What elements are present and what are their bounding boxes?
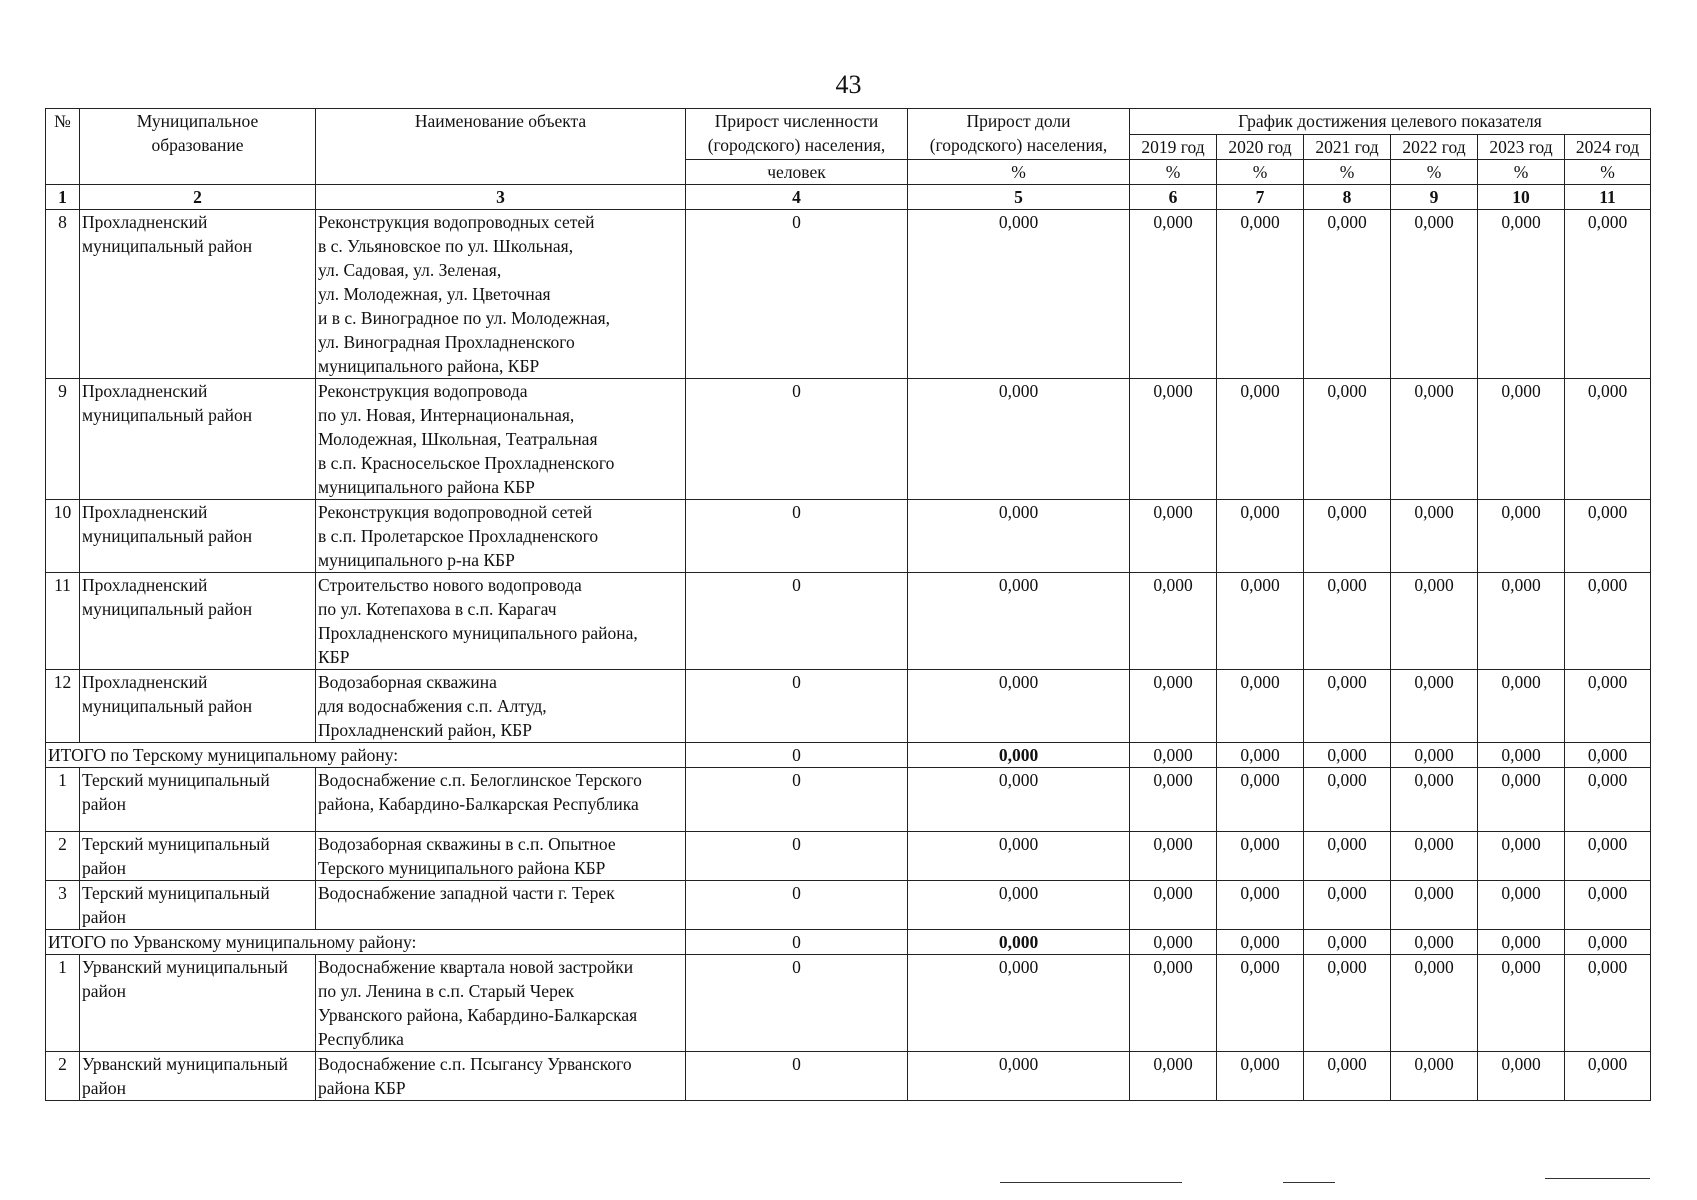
- year-value: 0,000: [1217, 743, 1304, 768]
- share-growth-value: 0,000: [908, 955, 1130, 1052]
- year-value: 0,000: [1478, 1052, 1565, 1101]
- column-number: 1: [46, 185, 80, 210]
- year-value: 0,000: [1478, 930, 1565, 955]
- share-growth-value: 0,000: [908, 379, 1130, 500]
- column-number: 2: [80, 185, 316, 210]
- signature-line: [1000, 1182, 1182, 1183]
- table-row: [46, 832, 1651, 881]
- year-value: 0,000: [1130, 955, 1217, 1052]
- page-number: 43: [835, 70, 862, 99]
- year-value: 0,000: [1565, 500, 1651, 573]
- share-growth-value: 0,000: [908, 930, 1130, 955]
- year-value: 0,000: [1130, 832, 1217, 881]
- row-number: 12: [46, 670, 80, 743]
- column-number: 4: [686, 185, 908, 210]
- municipality-name: Терский муниципальный район: [80, 832, 316, 881]
- header-year: 2020 год: [1217, 135, 1304, 160]
- row-number: 9: [46, 379, 80, 500]
- year-value: 0,000: [1130, 1052, 1217, 1101]
- signature-line: [1545, 1178, 1650, 1179]
- year-value: 0,000: [1217, 832, 1304, 881]
- year-value: 0,000: [1304, 768, 1391, 832]
- object-name: Водоснабжение с.п. Псыгансу Урванского района КБР: [316, 1052, 686, 1101]
- share-growth-value: 0,000: [908, 768, 1130, 832]
- column-number-row: [46, 185, 1651, 210]
- signature-line: [1283, 1182, 1335, 1183]
- year-value: 0,000: [1478, 573, 1565, 670]
- population-growth-value: 0: [686, 500, 908, 573]
- year-value: 0,000: [1130, 379, 1217, 500]
- column-number: 3: [316, 185, 686, 210]
- year-value: 0,000: [1478, 743, 1565, 768]
- year-value: 0,000: [1130, 743, 1217, 768]
- year-value: 0,000: [1130, 210, 1217, 379]
- year-value: 0,000: [1391, 743, 1478, 768]
- header-share-unit: %: [908, 160, 1130, 185]
- year-value: 0,000: [1130, 670, 1217, 743]
- population-growth-value: 0: [686, 670, 908, 743]
- total-row: [46, 743, 1651, 768]
- year-value: 0,000: [1565, 573, 1651, 670]
- header-year-unit: %: [1217, 160, 1304, 185]
- year-value: 0,000: [1217, 930, 1304, 955]
- header-object: Наименование объекта: [316, 109, 686, 185]
- row-number: 2: [46, 1052, 80, 1101]
- population-growth-value: 0: [686, 881, 908, 930]
- object-name: Реконструкция водопроводных сетей в с. Ульяновское по ул. Школьная, ул. Садовая, ул. Зеленая, ул. Молодежная, ул. Цветочная и в с. Виноградное по ул. Молодежная, ул. Виноградная Прохладненского муниципального района, КБР: [316, 210, 686, 379]
- table-row: [46, 210, 1651, 379]
- year-value: 0,000: [1565, 955, 1651, 1052]
- year-value: 0,000: [1217, 210, 1304, 379]
- header-row-1: [46, 109, 1651, 135]
- year-value: 0,000: [1217, 1052, 1304, 1101]
- year-value: 0,000: [1565, 768, 1651, 832]
- header-year-unit: %: [1478, 160, 1565, 185]
- year-value: 0,000: [1391, 955, 1478, 1052]
- population-growth-value: 0: [686, 955, 908, 1052]
- year-value: 0,000: [1304, 832, 1391, 881]
- object-name: Водоснабжение западной части г. Терек: [316, 881, 686, 930]
- object-name: Строительство нового водопровода по ул. Котепахова в с.п. Карагач Прохладненского муниципального района, КБР: [316, 573, 686, 670]
- population-growth-value: 0: [686, 832, 908, 881]
- municipality-name: Прохладненский муниципальный район: [80, 379, 316, 500]
- municipality-name: Урванский муниципальный район: [80, 1052, 316, 1101]
- share-growth-value: 0,000: [908, 743, 1130, 768]
- year-value: 0,000: [1478, 832, 1565, 881]
- year-value: 0,000: [1217, 379, 1304, 500]
- row-number: 1: [46, 955, 80, 1052]
- header-population-growth: Прирост численности (городского) населения,: [686, 109, 908, 160]
- table-row: [46, 500, 1651, 573]
- year-value: 0,000: [1565, 743, 1651, 768]
- year-value: 0,000: [1217, 881, 1304, 930]
- header-population-unit: человек: [686, 160, 908, 185]
- header-year-unit: %: [1304, 160, 1391, 185]
- object-name: Водоснабжение с.п. Белоглинское Терского района, Кабардино-Балкарская Республика: [316, 768, 686, 832]
- header-share-growth: Прирост доли (городского) населения,: [908, 109, 1130, 160]
- row-number: 1: [46, 768, 80, 832]
- year-value: 0,000: [1130, 768, 1217, 832]
- year-value: 0,000: [1304, 743, 1391, 768]
- year-value: 0,000: [1391, 573, 1478, 670]
- year-value: 0,000: [1304, 930, 1391, 955]
- share-growth-value: 0,000: [908, 881, 1130, 930]
- header-year: 2021 год: [1304, 135, 1391, 160]
- row-number: 10: [46, 500, 80, 573]
- object-name: Водозаборная скважины в с.п. Опытное Терского муниципального района КБР: [316, 832, 686, 881]
- population-growth-value: 0: [686, 930, 908, 955]
- object-name: Водозаборная скважина для водоснабжения с.п. Алтуд, Прохладненский район, КБР: [316, 670, 686, 743]
- table-row: [46, 881, 1651, 930]
- column-number: 10: [1478, 185, 1565, 210]
- header-year: 2023 год: [1478, 135, 1565, 160]
- year-value: 0,000: [1478, 670, 1565, 743]
- year-value: 0,000: [1391, 832, 1478, 881]
- header-schedule-title: График достижения целевого показателя: [1130, 109, 1651, 135]
- object-name: Реконструкция водопроводной сетей в с.п. Пролетарское Прохладненского муниципального р-на КБР: [316, 500, 686, 573]
- year-value: 0,000: [1217, 768, 1304, 832]
- municipality-name: Урванский муниципальный район: [80, 955, 316, 1052]
- total-label: ИТОГО по Терскому муниципальному району:: [46, 743, 686, 768]
- table-row: [46, 379, 1651, 500]
- target-indicator-table: [45, 108, 1651, 1101]
- population-growth-value: 0: [686, 768, 908, 832]
- table-body: [46, 210, 1651, 1101]
- year-value: 0,000: [1565, 881, 1651, 930]
- year-value: 0,000: [1565, 1052, 1651, 1101]
- population-growth-value: 0: [686, 573, 908, 670]
- header-year-unit: %: [1565, 160, 1651, 185]
- year-value: 0,000: [1217, 500, 1304, 573]
- row-number: 8: [46, 210, 80, 379]
- municipality-name: Прохладненский муниципальный район: [80, 573, 316, 670]
- table-row: [46, 1052, 1651, 1101]
- year-value: 0,000: [1304, 955, 1391, 1052]
- year-value: 0,000: [1130, 881, 1217, 930]
- year-value: 0,000: [1478, 955, 1565, 1052]
- year-value: 0,000: [1478, 768, 1565, 832]
- header-year: 2024 год: [1565, 135, 1651, 160]
- year-value: 0,000: [1217, 955, 1304, 1052]
- municipality-name: Прохладненский муниципальный район: [80, 670, 316, 743]
- column-number: 5: [908, 185, 1130, 210]
- population-growth-value: 0: [686, 743, 908, 768]
- municipality-name: Прохладненский муниципальный район: [80, 210, 316, 379]
- municipality-name: Терский муниципальный район: [80, 768, 316, 832]
- year-value: 0,000: [1565, 670, 1651, 743]
- year-value: 0,000: [1217, 573, 1304, 670]
- header-no: №: [46, 109, 80, 185]
- municipality-name: Прохладненский муниципальный район: [80, 500, 316, 573]
- object-name: Водоснабжение квартала новой застройки по ул. Ленина в с.п. Старый Черек Урванского района, Кабардино-Балкарская Республика: [316, 955, 686, 1052]
- year-value: 0,000: [1565, 379, 1651, 500]
- row-number: 2: [46, 832, 80, 881]
- share-growth-value: 0,000: [908, 210, 1130, 379]
- column-number: 9: [1391, 185, 1478, 210]
- table-row: [46, 955, 1651, 1052]
- year-value: 0,000: [1391, 930, 1478, 955]
- year-value: 0,000: [1130, 500, 1217, 573]
- year-value: 0,000: [1304, 379, 1391, 500]
- column-number: 7: [1217, 185, 1304, 210]
- year-value: 0,000: [1478, 379, 1565, 500]
- year-value: 0,000: [1391, 1052, 1478, 1101]
- year-value: 0,000: [1391, 768, 1478, 832]
- year-value: 0,000: [1304, 210, 1391, 379]
- year-value: 0,000: [1130, 930, 1217, 955]
- year-value: 0,000: [1130, 573, 1217, 670]
- column-number: 6: [1130, 185, 1217, 210]
- year-value: 0,000: [1391, 881, 1478, 930]
- municipality-name: Терский муниципальный район: [80, 881, 316, 930]
- header-year-unit: %: [1130, 160, 1217, 185]
- column-number: 11: [1565, 185, 1651, 210]
- table-row: [46, 573, 1651, 670]
- header-municipality: Муниципальное образование: [80, 109, 316, 185]
- year-value: 0,000: [1391, 379, 1478, 500]
- header-year: 2019 год: [1130, 135, 1217, 160]
- share-growth-value: 0,000: [908, 573, 1130, 670]
- population-growth-value: 0: [686, 210, 908, 379]
- year-value: 0,000: [1217, 670, 1304, 743]
- year-value: 0,000: [1391, 500, 1478, 573]
- population-growth-value: 0: [686, 1052, 908, 1101]
- year-value: 0,000: [1565, 930, 1651, 955]
- object-name: Реконструкция водопровода по ул. Новая, Интернациональная, Молодежная, Школьная, Театральная в с.п. Красносельское Прохладненского муниципального района КБР: [316, 379, 686, 500]
- year-value: 0,000: [1304, 670, 1391, 743]
- year-value: 0,000: [1304, 881, 1391, 930]
- year-value: 0,000: [1478, 881, 1565, 930]
- year-value: 0,000: [1304, 1052, 1391, 1101]
- table-row: [46, 768, 1651, 832]
- row-number: 3: [46, 881, 80, 930]
- share-growth-value: 0,000: [908, 832, 1130, 881]
- year-value: 0,000: [1304, 500, 1391, 573]
- year-value: 0,000: [1565, 210, 1651, 379]
- header-year: 2022 год: [1391, 135, 1478, 160]
- column-number: 8: [1304, 185, 1391, 210]
- total-label: ИТОГО по Урванскому муниципальному району:: [46, 930, 686, 955]
- table-row: [46, 670, 1651, 743]
- year-value: 0,000: [1391, 670, 1478, 743]
- year-value: 0,000: [1565, 832, 1651, 881]
- year-value: 0,000: [1304, 573, 1391, 670]
- row-number: 11: [46, 573, 80, 670]
- population-growth-value: 0: [686, 379, 908, 500]
- year-value: 0,000: [1391, 210, 1478, 379]
- year-value: 0,000: [1478, 500, 1565, 573]
- year-value: 0,000: [1478, 210, 1565, 379]
- share-growth-value: 0,000: [908, 1052, 1130, 1101]
- header-year-unit: %: [1391, 160, 1478, 185]
- share-growth-value: 0,000: [908, 670, 1130, 743]
- share-growth-value: 0,000: [908, 500, 1130, 573]
- total-row: [46, 930, 1651, 955]
